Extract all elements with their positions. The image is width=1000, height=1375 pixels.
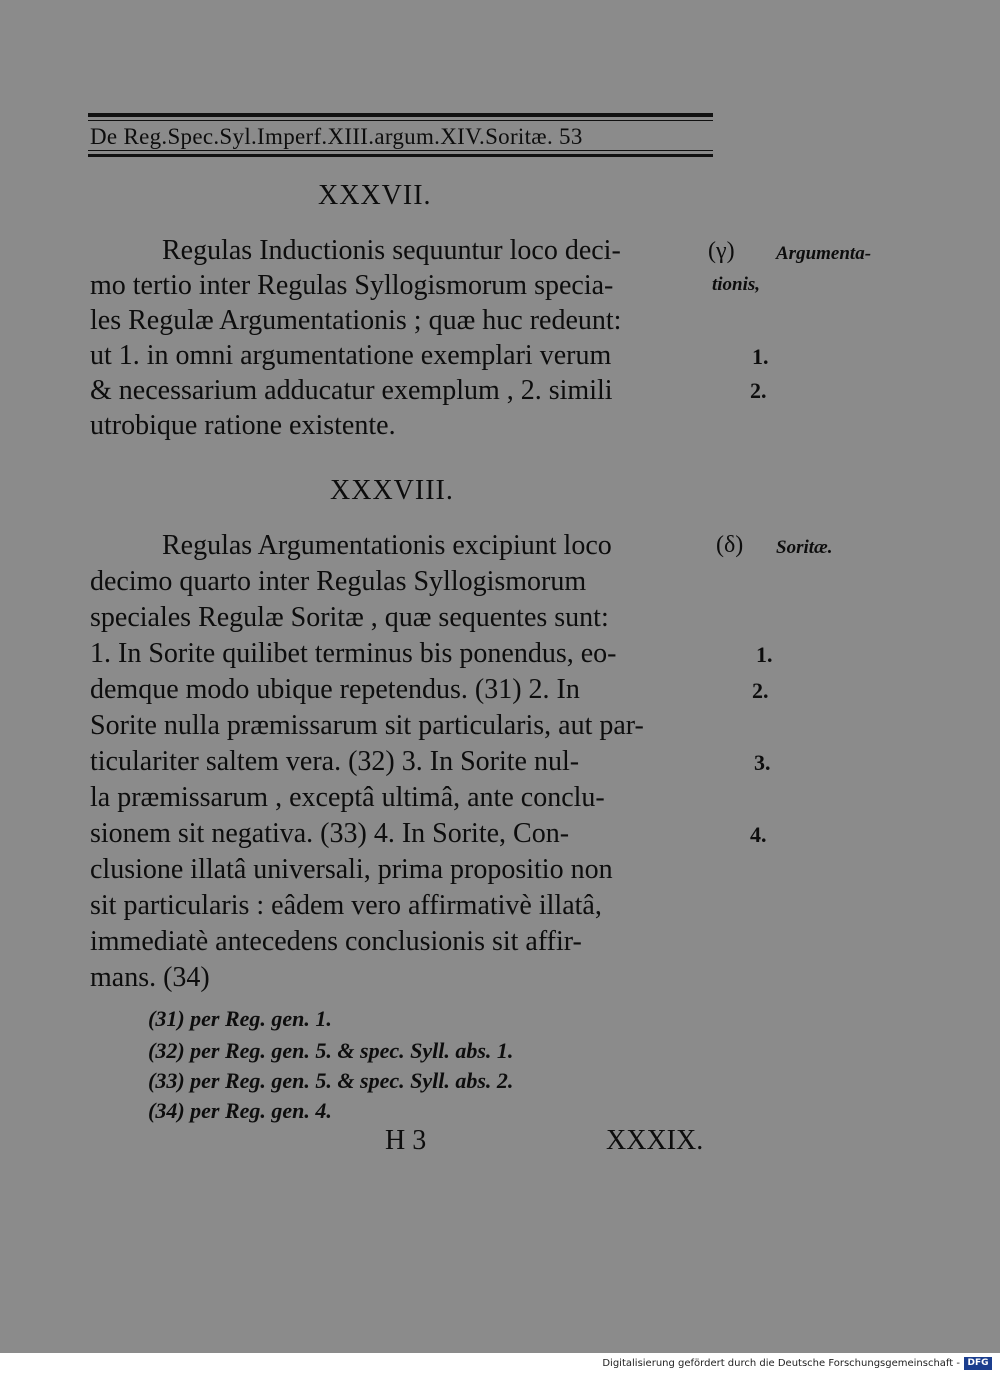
paragraph-line: ut 1. in omni argumentatione exemplari verum	[90, 340, 612, 371]
margin-sign-delta: (δ)	[716, 532, 744, 558]
margin-note: tionis,	[712, 274, 761, 295]
paragraph-line: mans. (34)	[90, 962, 210, 993]
signature-mark: H 3	[385, 1125, 427, 1156]
header-rule-bottom	[88, 154, 713, 157]
catchword: XXXIX.	[606, 1125, 704, 1156]
paragraph-line: mo tertio inter Regulas Syllogismorum specia-	[90, 270, 614, 301]
paragraph-line: utrobique ratione existente.	[90, 410, 396, 441]
paragraph-line: speciales Regulæ Soritæ , quæ sequentes sunt:	[90, 602, 609, 633]
footer-bar	[0, 1353, 1000, 1375]
paragraph-line: sit particularis : eâdem vero affirmativè illatâ,	[90, 890, 602, 921]
margin-number: 3.	[754, 750, 771, 775]
footnote: (33) per Reg. gen. 5. & spec. Syll. abs. 2.	[148, 1068, 514, 1093]
margin-number: 1.	[756, 642, 773, 667]
margin-number: 2.	[750, 378, 767, 403]
header-rule-bottom-thin	[88, 150, 713, 151]
header-rule-top-thin	[88, 120, 713, 121]
footer-credit: Digitalisierung gefördert durch die Deutsche Forschungsgemeinschaft -	[602, 1358, 960, 1369]
margin-sign-gamma: (γ)	[708, 238, 735, 264]
footnote: (31) per Reg. gen. 1.	[148, 1006, 332, 1031]
paragraph-line: & necessarium adducatur exemplum , 2. simili	[90, 375, 613, 406]
footnote: (34) per Reg. gen. 4.	[148, 1098, 332, 1123]
margin-number: 2.	[752, 678, 769, 703]
paragraph-line: ticulariter saltem vera. (32) 3. In Sorite nul-	[90, 746, 580, 777]
paragraph-line: Sorite nulla præmissarum sit particularis, aut par-	[90, 710, 644, 741]
paragraph-line: clusione illatâ universali, prima propositio non	[90, 854, 613, 885]
running-head: De Reg.Spec.Syl.Imperf.XIII.argum.XIV.Soritæ. 53	[90, 124, 583, 149]
paragraph-line: Regulas Inductionis sequuntur loco deci-	[162, 235, 621, 266]
margin-number: 4.	[750, 822, 767, 847]
header-rule-top	[88, 113, 713, 117]
paragraph-line: les Regulæ Argumentationis ; quæ huc redeunt:	[90, 305, 622, 336]
paragraph-line: immediatè antecedens conclusionis sit affir-	[90, 926, 582, 957]
paragraph-line: Regulas Argumentationis excipiunt loco	[162, 530, 612, 561]
margin-number: 1.	[752, 344, 769, 369]
footnote: (32) per Reg. gen. 5. & spec. Syll. abs. 1.	[148, 1038, 514, 1063]
section-number-38: XXXVIII.	[330, 475, 454, 506]
section-number-37: XXXVII.	[318, 180, 432, 211]
paragraph-line: 1. In Sorite quilibet terminus bis ponendus, eo-	[90, 638, 617, 669]
paragraph-line: la præmissarum , exceptâ ultimâ, ante conclu-	[90, 782, 605, 813]
paragraph-line: sionem sit negativa. (33) 4. In Sorite, Con-	[90, 818, 570, 849]
dfg-logo: DFG	[964, 1357, 992, 1370]
margin-note: Argumenta-	[776, 243, 872, 264]
margin-note: Soritæ.	[776, 537, 833, 558]
paragraph-line: decimo quarto inter Regulas Syllogismorum	[90, 566, 587, 597]
paragraph-line: demque modo ubique repetendus. (31) 2. In	[90, 674, 580, 705]
